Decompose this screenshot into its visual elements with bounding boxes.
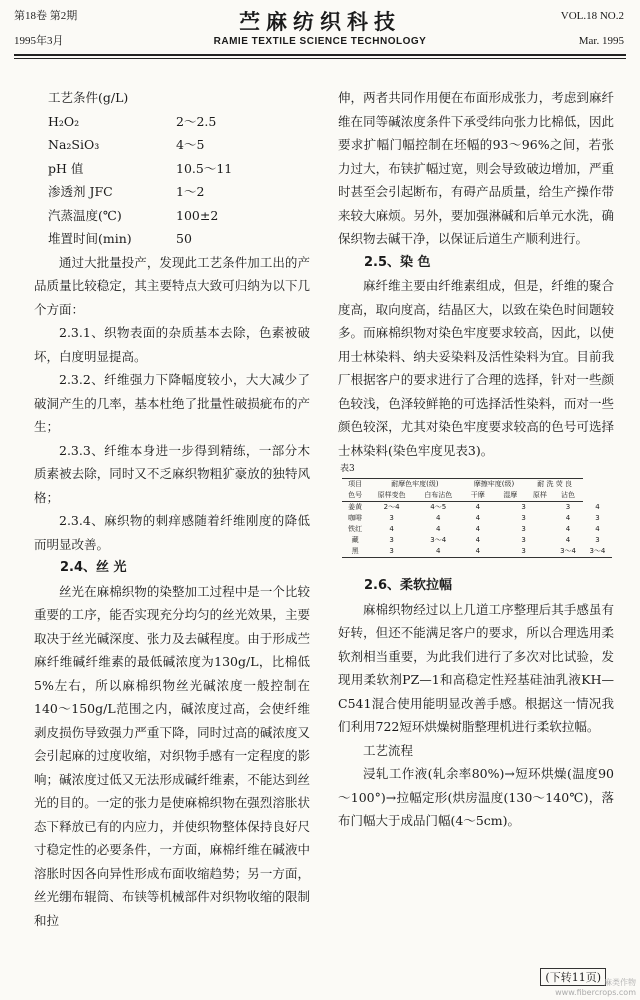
table-cell: 藏 [351, 536, 359, 544]
table-row [342, 535, 612, 546]
table-cell: 4 [595, 525, 600, 533]
condition-name: pH 值 [48, 160, 84, 176]
condition-value: 1～2 [176, 184, 205, 199]
table-cell: 4～5 [430, 503, 447, 511]
paragraph: 丝光在麻棉织物的染整加工过程中是一个比较重要的工序，能否实现充分均匀的丝光效果，主要取决于丝光碱深度、张力及去碱程度。由于形成苎麻纤维碱纤维素的最低碱浓度为130g/L，比棉低5%左右，所以麻棉织物丝光碱浓度一般控制在140～150g/L范围之内，碱浓度过高，会使纤维剥皮损伤导致强力严重下降，同时过高的碱浓度又会引起麻的过度收缩，对织物手感有一定程度的影响；碱浓度过低又无法形成碱纤维素，不能达到丝光的目的。一定的张力是使麻棉织物在强烈溶胀状态下释放已有的内应力，并使织物整体保持良好尺寸稳定性的必要条件，一方面，麻棉纤维在碱液中溶胀时因各向异性形成布面收缩趋势；另一方面，丝光绷布辊筒、布铗等机械部件对织物收缩的限制和拉 [34, 583, 310, 928]
table-header-cell: 沾色 [553, 490, 583, 502]
condition-name: 渗透剂 JFC [48, 184, 113, 199]
table-header-cell: 原样 [526, 490, 553, 502]
table-row [342, 524, 612, 535]
watermark-line: www.fibercrops.com [555, 988, 636, 997]
table-row [342, 513, 612, 524]
table-cell: 3～4 [430, 536, 447, 544]
right-column [338, 86, 614, 833]
table-cell: 4 [436, 514, 441, 522]
condition-value: 2～2.5 [176, 113, 217, 129]
table-cell: 3 [521, 514, 526, 522]
section-heading: 2.5、染 色 [364, 254, 431, 270]
table-cell: 3～4 [583, 546, 612, 558]
table-cell: 3 [389, 536, 394, 544]
table-cell: 铁红 [348, 525, 363, 533]
condition-name: 堆置时间(min) [48, 231, 132, 246]
paragraph: 浸轧工作液(轧余率80%)→短环烘燥(温度90～100°)→拉幅定形(烘房温度(130～140℃)，落布门幅大于成品门幅(4～5cm)。 [338, 766, 614, 828]
table-cell: 4 [475, 525, 481, 533]
table-cell: 4 [436, 525, 441, 533]
table-header-cell: 色号 [342, 490, 368, 502]
page-header [0, 0, 640, 62]
table-row [342, 502, 612, 514]
table-header-row [342, 490, 612, 502]
section-heading: 2.6、柔软拉幅 [364, 578, 453, 593]
table-cell: 4 [565, 525, 571, 533]
table-cell: 4 [462, 546, 494, 558]
condition-value: 50 [176, 231, 192, 246]
table-cell: 3 [521, 503, 526, 511]
table-cell: 4 [475, 503, 481, 511]
table-cell: 4 [475, 514, 481, 522]
table-cell: 3 [389, 514, 394, 522]
table-row [342, 546, 612, 558]
header-rule-thick [14, 54, 626, 56]
volume-issue-en: VOL.18 NO.2 [560, 10, 624, 22]
table-cell: 4 [565, 514, 571, 522]
condition-name: 汽蒸温度(℃) [48, 207, 122, 223]
journal-title-en: RAMIE TEXTILE SCIENCE TECHNOLOGY [213, 36, 427, 47]
paragraph: 麻纤维主要由纤维素组成，但是，纤维的聚合度高，取向度高，结晶区大，以致在染色时间题较多。而麻棉织物对染色牢度要求较高，因此，以使用士林染料、纳夫妥染料及活性染料为宜。目前我厂根据客户的要求进行了合理的选择，针对一些颜色较浅，色泽较鲜艳的可选择活性染料，而对一些颜色较深，尤其对染色牢度要求较高的色号可选择士林染料(染色牢度见表3)。 [338, 278, 614, 458]
header-rule-thin [14, 58, 626, 59]
table-cell: 3 [565, 503, 571, 511]
volume-issue: 第18卷 第2期 [14, 10, 78, 22]
table-header-cell: 耐摩色牢度(级) [368, 479, 461, 491]
fastness-table [342, 478, 612, 558]
journal-title: 苎麻纺织科技 [239, 9, 401, 34]
table-header-cell: 项目 [342, 479, 368, 491]
condition-name: Na₂SiO₃ [48, 137, 100, 152]
table-cell: 姜黄 [348, 503, 363, 511]
table-cell: 咖啡 [348, 514, 363, 522]
table-cell: 4 [389, 525, 394, 533]
table-cell: 3 [595, 514, 600, 522]
paragraph: 伸，两者共同作用便在布面形成张力，考虑到麻纤维在同等碱浓度条件下承受纬向张力比棉低，因此要求扩幅门幅控制在坯幅的93～96%之间，若张力过大，布铗扩幅过宽，则会导致破边增加，严重时甚至会引起断布，有碍产品质量，给生产操作带来较大麻烦。另外，要加强淋碱和后单元水洗，确保织物去碱干净，以保证后道生产顺利进行。 [338, 90, 614, 246]
table-cell: 3 [521, 536, 526, 544]
paragraph: 2.3.3、纤维本身进一步得到精练，一部分木质素被去除，同时又不乏麻织物粗犷豪放的独特风格； [34, 442, 310, 505]
table-header-row [342, 479, 612, 491]
table-cell: 4 [565, 536, 571, 544]
table-cell: 3 [368, 546, 415, 558]
table-cell: 4 [595, 502, 600, 511]
condition-value: 4～5 [176, 137, 205, 152]
table-header-cell: 原样变色 [368, 490, 415, 502]
table-header-cell: 摩擦牢度(级) [462, 479, 527, 491]
table-header-cell: 白布沾色 [415, 490, 462, 502]
paragraph: 2.3.1、织物表面的杂质基本去除，色素被破坏，白度明显提高。 [34, 325, 310, 364]
paragraph: 2.3.4、麻织物的刺痒感随着纤维刚度的降低而明显改善。 [34, 513, 310, 552]
continued-note: (下转11页) [540, 968, 606, 986]
condition-value: 100±2 [176, 207, 219, 223]
table-header-cell: 湿摩 [494, 490, 526, 502]
condition-name: H₂O₂ [48, 113, 80, 129]
issue-date-en: Mar. 1995 [578, 35, 624, 47]
condition-value: 10.5～11 [176, 160, 233, 176]
table-cell: 3 [595, 536, 600, 544]
issue-date: 1995年3月 [14, 35, 64, 47]
table-cell: 3～4 [553, 546, 583, 558]
table-cell: 黑 [342, 546, 368, 558]
conditions-list [48, 110, 310, 251]
table-cell: 3 [494, 546, 553, 558]
table-header-cell: 耐 洗 荧 良 [526, 479, 582, 491]
table-cell: 2～4 [383, 503, 400, 511]
section-heading: 2.4、丝 光 [60, 560, 127, 575]
table-cell: 4 [415, 546, 462, 558]
paragraph: 麻棉织物经过以上几道工序整理后其手感虽有好转，但还不能满足客户的要求，所以合理选用柔软剂相当重要，为此我们进行了多次对比试验，发现用柔软剂PZ—1和高稳定性羟基硅油乳液KH—C541混合使用能明显改善手感。根据这一情况我们利用722短环烘燥树脂整理机进行柔软拉幅。 [338, 601, 614, 734]
conditions-title: 工艺条件(g/L) [48, 90, 129, 105]
table-header-cell: 干摩 [462, 490, 494, 502]
table-caption: 表3 [340, 464, 355, 474]
process-subtitle: 工艺流程 [363, 742, 414, 758]
paragraph: 通过大批量投产，发现此工艺条件加工出的产品质量比较稳定，其主要特点大致可归纳为以下几个方面： [34, 254, 310, 317]
left-column [34, 86, 310, 932]
table-cell: 3 [521, 525, 526, 533]
table-cell: 4 [475, 536, 481, 544]
paragraph: 2.3.2、纤维强力下降幅度较小，大大减少了破洞产生的几率，基本杜绝了批量性破损疵布的产生； [34, 372, 310, 434]
watermark-line: 麻类作物 [604, 978, 636, 987]
watermark [555, 978, 636, 998]
